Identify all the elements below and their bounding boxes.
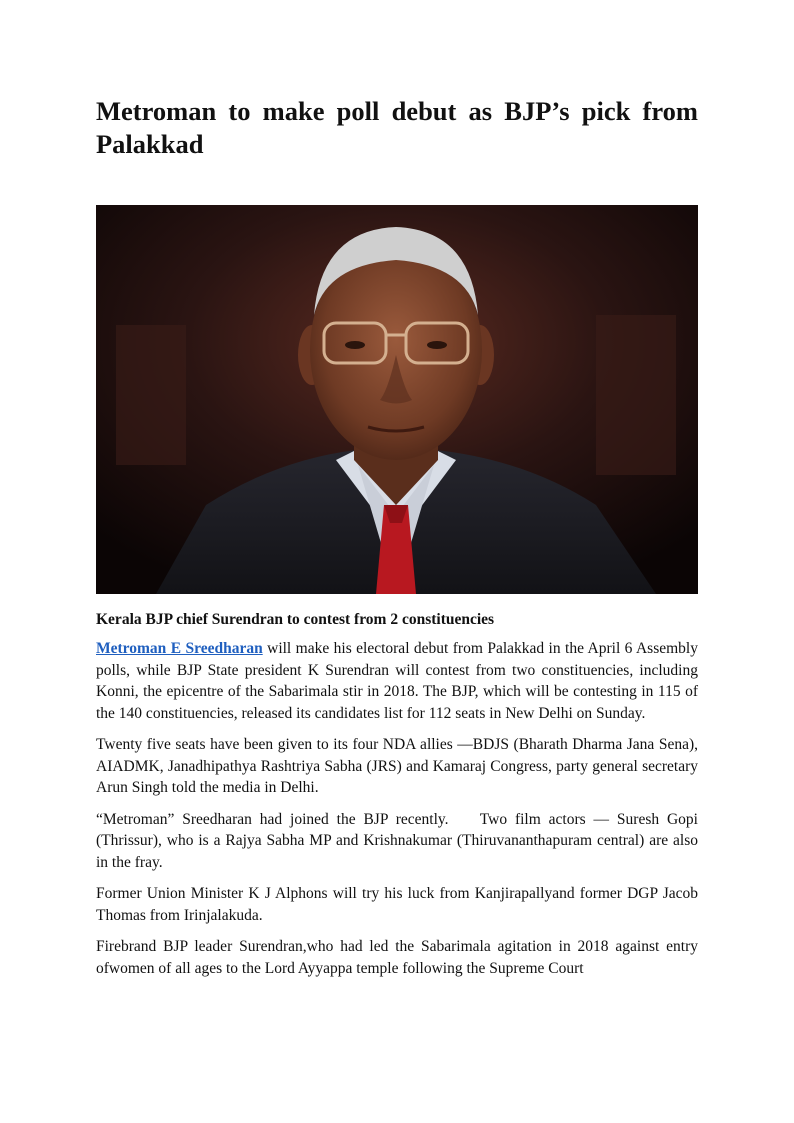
article-subhead: Kerala BJP chief Surendran to contest from 2 constituencies <box>96 611 495 628</box>
paragraph-3: “Metroman” Sreedharan had joined the BJP recently. Two film actors — Suresh Gopi (Thrissur), who is a Rajya Sabha MP and Krishnakumar (Thiruvananthapuram central) are also in the fray. <box>96 810 702 871</box>
paragraph-5: Firebrand BJP leader Surendran,who had led the Sabarimala agitation in 2018 against entry ofwomen of all ages to the Lord Ayyappa temple following the Supreme Court <box>96 938 698 977</box>
article-body <box>96 638 702 989</box>
sreedharan-link[interactable]: Metroman E Sreedharan <box>96 640 263 657</box>
title-line-2: Palakkad <box>96 129 204 159</box>
paragraph-2: Twenty five seats have been given to its four NDA allies —BDJS (Bharath Dharma Jana Sena), AIADMK, Janadhipathya Rashtriya Sabha (JRS) and Kamaraj Congress, party general secretary Arun Singh told the media in Delhi. <box>96 736 698 796</box>
title-line-1: Metroman to make poll debut as BJP’s pick from <box>96 96 698 126</box>
paragraph-1-text: will make his electoral debut from Palakkad in the April 6 Assembly polls, while BJP State president K Surendran will contest from two constituencies, including Konni, the epicentre of the Sabarimala stir in 2018. The BJP, which will be contesting in 115 of the 140 constituencies, released its candidates list for 112 seats in New Delhi on Sunday. <box>96 640 698 722</box>
paragraph-1 <box>96 638 698 724</box>
article-photo <box>96 205 698 594</box>
portrait-illustration <box>96 205 698 594</box>
paragraph-4: Former Union Minister K J Alphons will try his luck from Kanjirapallyand former DGP Jacob Thomas from Irinjalakuda. <box>96 885 698 924</box>
article-title <box>96 95 698 161</box>
